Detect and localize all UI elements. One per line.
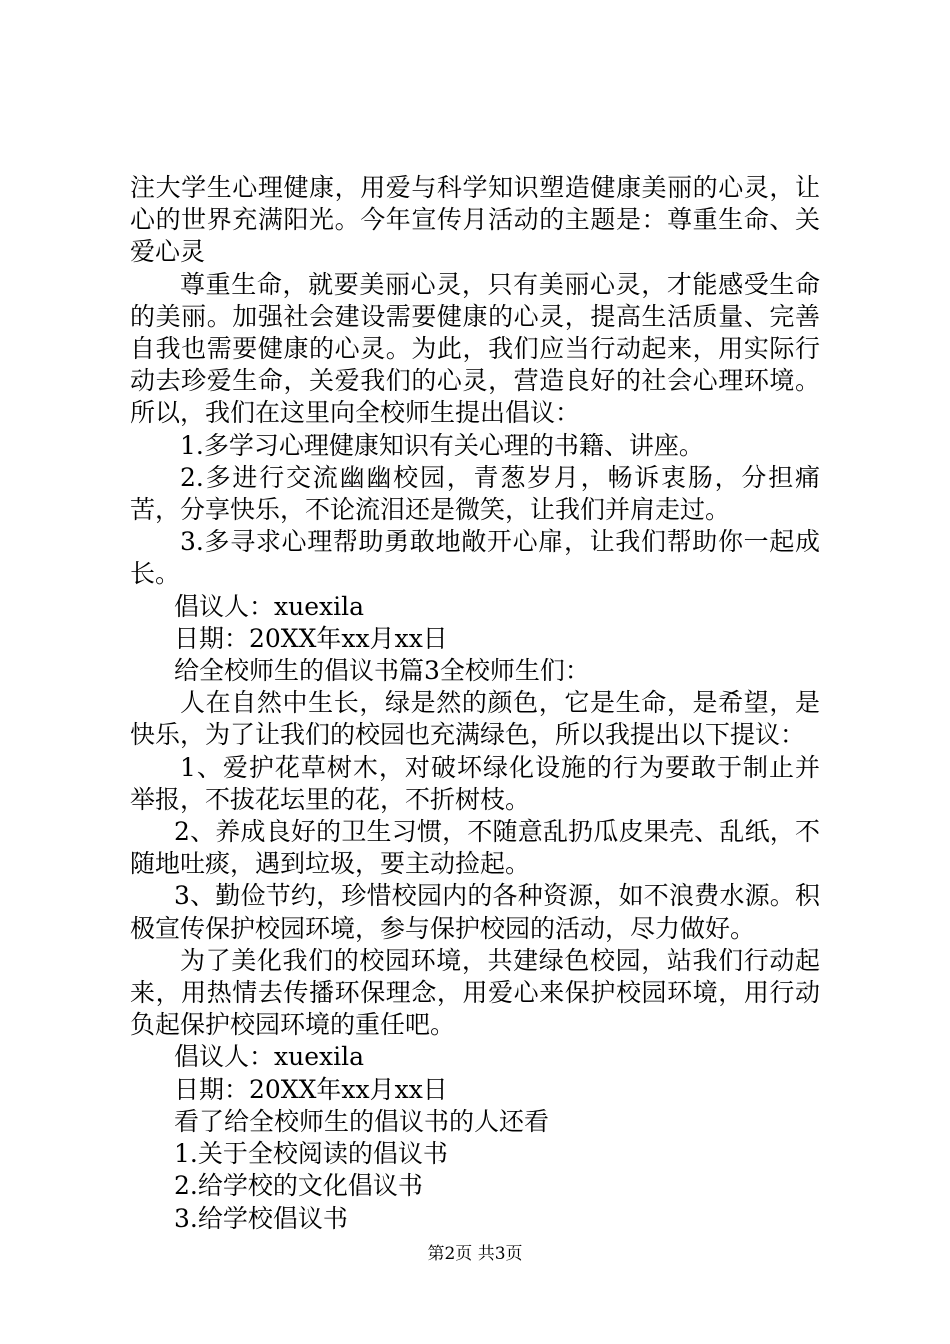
green-item-2: 2、养成良好的卫生习惯，不随意乱扔瓜皮果壳、乱纸，不随地吐痰，遇到垃圾，要主动捡起。 xyxy=(130,817,820,879)
page-number-indicator: 第2页 共3页 xyxy=(427,1244,523,1264)
date-line: 日期：20XX年xx月xx日 xyxy=(174,623,448,653)
related-item-3: 3.给学校倡议书 xyxy=(174,1203,348,1233)
document-body xyxy=(130,172,820,1235)
paragraph-closing: 为了美化我们的校园环境，共建绿色校园，站我们行动起来，用热情去传播环保理念，用爱心来保护校园环境，用行动负起保护校园环境的重任吧。 xyxy=(130,945,820,1040)
initiator-line-2: 倡议人：xuexila xyxy=(174,1042,364,1072)
page-footer xyxy=(0,1243,950,1265)
related-item-2: 2.给学校的文化倡议书 xyxy=(174,1171,423,1201)
proposal-item-2: 2.多进行交流幽幽校园，青葱岁月，畅诉衷肠，分担痛苦，分享快乐，不论流泪还是微笑，让我们并肩走过。 xyxy=(130,462,820,525)
date-line-2: 日期：20XX年xx月xx日 xyxy=(174,1074,448,1104)
related-item-1: 1.关于全校阅读的倡议书 xyxy=(174,1139,448,1169)
related-heading: 看了给全校师生的倡议书的人还看 xyxy=(174,1106,550,1136)
paragraph-respect-life: 尊重生命，就要美丽心灵，只有美丽心灵，才能感受生命的美丽。加强社会建设需要健康的心灵，提高生活质量、完善自我也需要健康的心灵。为此，我们应当行动起来，用实际行动去珍爱生命，关爱我们的心灵，营造良好的社会心理环境。所以，我们在这里向全校师生提出倡议： xyxy=(130,269,820,428)
section-heading-part-3: 给全校师生的倡议书篇3全校师生们： xyxy=(174,656,590,686)
proposal-item-1: 1.多学习心理健康知识有关心理的书籍、讲座。 xyxy=(180,430,704,460)
paragraph-green-campus: 人在自然中生长，绿是然的颜色，它是生命，是希望，是快乐，为了让我们的校园也充满绿色，所以我提出以下提议： xyxy=(130,688,820,750)
initiator-line: 倡议人：xuexila xyxy=(174,591,364,621)
proposal-item-3: 3.多寻求心理帮助勇敢地敞开心扉，让我们帮助你一起成长。 xyxy=(130,527,820,589)
green-item-1: 1、爱护花草树木，对破坏绿化设施的行为要敢于制止并举报，不拔花坛里的花，不折树枝。 xyxy=(130,752,820,814)
green-item-3: 3、勤俭节约，珍惜校园内的各种资源，如不浪费水源。积极宣传保护校园环境，参与保护校园的活动，尽力做好。 xyxy=(130,881,820,943)
paragraph-intro-continued: 注大学生心理健康，用爱与科学知识塑造健康美丽的心灵，让心的世界充满阳光。今年宣传月活动的主题是：尊重生命、关爱心灵 xyxy=(130,173,820,267)
